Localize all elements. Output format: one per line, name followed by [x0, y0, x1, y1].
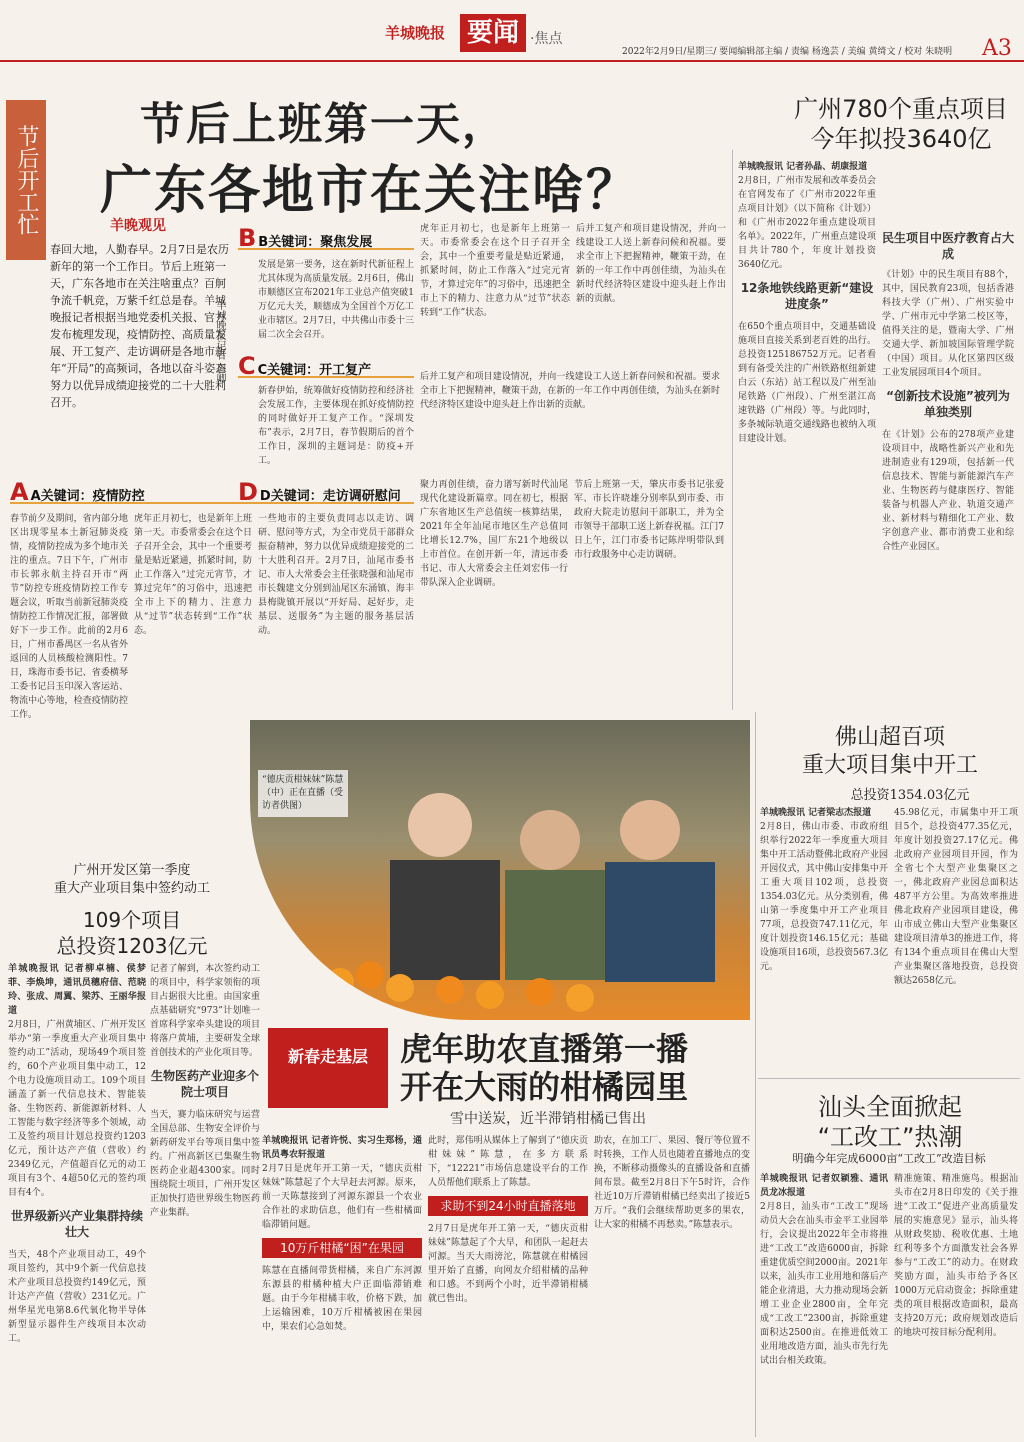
- gz-title: 广州780个重点项目 今年拟投3640亿: [794, 95, 1008, 153]
- news-redbar-2: 求助不到24小时直播落地: [428, 1196, 588, 1216]
- gzkf-text3: 记者了解到，本次签约动工的项目中，科学家领衔的项目占据很大比重。由国家重点基础研究“973”计划唯一首席科学家牵头建设的项目将落户黄埔，主要研发全球首创技术的产业化项目等。: [150, 964, 260, 1058]
- text-c-2: 后并工复产和项目建设情况，并向一线建设工人送上新春问候和祝福。要求全市上下把握精神，鞭策干劲，在新的一年工作中再创佳绩，为汕头在新时代经济特区建设中迎头赶上作出新的贡献。: [420, 372, 720, 410]
- fs-col-2: 45.98亿元，市属集中开工项目5个，总投资477.35亿元，年度计划投资27.17亿元。佛北政府产业园项目开园，作为全省七个大型产业集聚区之一，佛北政府产业园总面积达487平方公里。为高效率推进佛北政府产业园项目建设，佛山市成立佛山大型产业集聚区建设项目清单3的推进工作，将有134个重点项目在佛山大型产业集聚区落地投资，总投资额达2658亿元。: [894, 808, 1018, 986]
- gz-text: 2月8日，广州市发展和改革委员会在官网发布了《广州市2022年重点项目计划》（以下简称《计划》）和《广州市2022年重点建设项目名单》。2022年，广州重点建设项目共计780个，年度计划投资3640亿元。: [738, 176, 876, 270]
- news-col-2: [428, 1134, 588, 1434]
- news-kicker: 新春走基层: [268, 1028, 388, 1108]
- news-photo: [250, 720, 750, 1020]
- gz-col-2: [882, 160, 1014, 705]
- gzkf-text4: 当天，赛力临床研究与运营全国总部、生物安全评价与新药研发平台等项目集中签约。广州高新区已集聚生物医药企业超4300家。同时围绕院士项目，广州开发区正加快打造世界级生物医药产业集群。: [150, 1110, 260, 1218]
- st-col-1: [760, 1172, 888, 1434]
- text-r: 节后上班第一天，肇庆市委书记张爱军、市长许晓雄分别率队到市委、市政府大院走访慰问干部职工，并为全市领导干部职工送上新春祝福。江门7日上午，江门市委书记陈岸明带队到市行政服务中心走访调研。: [574, 480, 724, 560]
- keyword-c: CC关键词：开工复产: [238, 352, 414, 378]
- gz-sub2: 民生项目中医疗教育占大成: [882, 231, 1014, 261]
- news-col-3: 助农，在加工厂、果园、餐厅等位置不时转换，工作人员也随着直播地点的变换，不断移动摄像头的直播设备和直播间布景。截至2月8日下午5时许，合作社近10万斤滞销柑橘已经卖出了接近5万斤。“我们会继续帮助更多的果农，让大家的柑橘不再愁卖。”陈慧表示。: [594, 1136, 750, 1230]
- keyword-a: AA关键词：疫情防控: [10, 478, 255, 504]
- news-sub: 雪中送炭，近半滞销柑橘已售出: [450, 1111, 646, 1127]
- lead-box: [50, 215, 235, 465]
- news-col-1: [262, 1134, 422, 1434]
- gzkf-title: 广州开发区第一季度 重大产业项目集中签约动工: [53, 863, 210, 896]
- gzkf-text2: 当天，48个产业项目动工，49个项目签约，其中9个新一代信息技术产业项目总投资约149亿元，预计达产产值（营收）231亿元。广州华星光电第8.6代氧化物半导体新型显示器件生产线项目本次动工。: [8, 1250, 146, 1344]
- gz-sub3: “创新技术设施”被列为单独类别: [886, 389, 1010, 419]
- news-text4: 2月7日是虎年开工第一天，“德庆贡柑妹妹”陈慧起了个大早，和团队一起赶去河源。当天大雨滂沱，陈慧就在柑橘园里开始了直播，向网友介绍柑橘的品种和口感。不到两个小时，近半滞销柑橘就已售出。: [428, 1224, 588, 1304]
- news-byline: 羊城晚报讯 记者许悦、实习生郑杨，通讯员粤农轩报道: [262, 1136, 422, 1160]
- divider: [732, 150, 733, 710]
- st-col-2: 精准施策、精准施鸟。根据汕头市在2月8日印发的《关于推进“工改工”促进产业高质量发展的实施意见》显示，汕头将从财政奖励、税收优惠、土地红利等多个方面激发社会各界参与“工改工”的动力。在财政奖励方面，汕头市给予各区1000万元启动资金；拆除重建类的项目根据改造面积，最高支持20万元；政府规划改造后的地块可按目标分配利用。: [894, 1174, 1018, 1338]
- section-label: 要闻: [460, 14, 526, 52]
- headline-line1: 节后上班第一天，: [140, 99, 508, 150]
- gzkf-text: 2月8日，广州黄埔区、广州开发区举办“第一季度重大产业项目集中签约动工”活动，现场49个项目签约，60个产业项目集中动工，12个电力设施项目动工。109个项目涵盖了新一代信息技术、智能装备、生物医药、新能源新材料、人工智能与数字经济等多个领域，动工及签约项目计划总投资约1203亿元，预计达产产值（营收）约2349亿元，产值超百亿元的动工项目有3个、4超50亿元的签约项目有4个。: [8, 1020, 146, 1198]
- gzkf-inv: 总投资1203亿元: [56, 934, 208, 958]
- text-d-2: 聚力再创佳绩，奋力谱写新时代汕尾现代化建设新篇章。同在初七，根据广东省地区生产总值统一核算结果，2021年全年汕尾市地区生产总值同比增长12.7%，国厂东21个地级以上市首位。在创开新一年，清远市委书记、市人大常委会主任刘宏伟一行带队深入企业调研。: [420, 480, 568, 588]
- fs-title: 佛山超百项 重大项目集中开工: [801, 725, 978, 778]
- gzkf-sub1: 世界级新兴产业集群持续壮大: [10, 1209, 143, 1239]
- gzkf-byline: 羊城晚报讯 记者柳卓楠、侯梦菲、李焕坤，通讯员穗府信、范晓玲、张成、周翼、梁苏、王丽华报道: [8, 964, 146, 1016]
- fs-text: 2月8日，佛山市委、市政府组织举行2022年一季度重大项目集中开工活动暨佛北政府产业园开园仪式，其中佛山安排集中开工重大项目102项，总投资1354.03亿元。从分类别看，佛山第一季度集中开工产业项目77项，总投资747.11亿元，年度计划投资146.15亿元；基础设施项目16项，总投资567.3亿元。: [760, 822, 888, 972]
- photo-scene: [250, 720, 750, 1020]
- headline-line2: 广东各地市在关注啥？: [100, 161, 641, 221]
- st-sub: 明确今年完成6000亩“工改工”改造目标: [792, 1152, 986, 1165]
- gz-col-1: [738, 160, 876, 690]
- newspaper-logo: 羊城晚报: [385, 24, 446, 42]
- divider: [755, 712, 756, 1437]
- news-text: 2月7日是虎年开工第一天，“德庆贡柑妹妹”陈慧起了个大早赶去河源。原来，前一天陈慧接到了河源东源县一个农业合作社的求助信息，他们有一些柑橘面临滞销问题。: [262, 1164, 422, 1230]
- text-a-2: 虎年正月初七，也是新年上班第一天。市委常委会在这个日子召开全会，其中一个重要考量是贴近紧通，抓紧时间，防止工作落入“过完元宵节，才算过完年”的习俗中，迅速把全市上下的精力、注意力从“过节”状态转到“工作”状态。: [134, 514, 252, 636]
- lead-byline: 羊城晚报记者 周卿: [214, 300, 225, 384]
- keyword-d: DD关键词：走访调研慰问: [238, 478, 414, 504]
- divider: [758, 1078, 1020, 1079]
- news-title: 虎年助农直播第一播 开在大雨的柑橘园里: [400, 1030, 689, 1106]
- keyword-b: BB关键词：聚焦发展: [238, 224, 414, 250]
- st-title: 汕头全面掀起 “工改工”热潮: [817, 1093, 963, 1151]
- news-redbar-1: 10万斤柑橘“困”在果园: [262, 1238, 422, 1258]
- st-byline: 羊城晚报讯 记者奴颖雅、通讯员龙冰报道: [760, 1174, 888, 1198]
- lead-text: 春回大地，人勤春早。2月7日是农历新年的第一个工作日。节后上班第一天，广东各地市在关注啥重点？百舸争流千帆竞，万紫千红总是春。羊城晚报记者根据当地党委机关报、官方发布梳理发现，疫情防控、高质量发展、开工复产、走访调研是各地市新年“开局”的高频词，各地以奋斗姿态努力以优异成绩迎接党的二十大胜利召开。: [50, 243, 229, 409]
- fs-byline: 羊城晚报讯 记者梁志杰报道: [760, 808, 872, 818]
- fs-sub: 总投资1354.03亿元: [850, 788, 970, 803]
- gzkf-sub2: 生物医药产业迎多个院士项目: [150, 1069, 259, 1099]
- gzkf-col-1: [8, 962, 146, 1434]
- gzkf-col-2: [150, 962, 260, 1434]
- news-text2: 陈慧在直播间带货柑橘，来自广东河源东源县的柑橘种植大户正面临滞销难题。由于今年柑橘丰收，价格下跌，加上运输困难，10万斤柑橘被困在果园中，果农们心急如焚。: [262, 1266, 422, 1332]
- gz-text3: 《计划》中的民生项目有88个，其中，国民教育23项，包括香港科技大学（广州）、广州实验中学、广州市元中学第二校区等，值得关注的是，暨南大学、广州交通大学、新加坡国际管理学院（中国）项目。从化区第四区级工业发展园项目4个项目。: [882, 270, 1014, 378]
- gz-byline: 羊城晚报讯 记者孙晶、胡康报道: [738, 162, 868, 172]
- text-mid-2: 后并工复产和项目建设情况，并向一线建设工人送上新春问候和祝福。要求全市上下把握精神，鞭策干劲，在新的一年工作中再创佳绩，为汕头在新时代经济特区建设中迎头赶上作出新的贡献。: [576, 224, 726, 304]
- gz-text2: 在650个重点项目中，交通基础设施项目直接关系到老百姓的出行。总投资125186752万元。记者看到有备受关注的广州铁路枢纽新建白云（东站）站工程以及广州至汕尾铁路（广州段）、广州至湛江高速铁路（广州段）等。与此同时，多条城际轨道交通线路也被纳入项目建设计划。: [738, 322, 876, 444]
- text-d: 一些地市的主要负责同志以走访、调研、慰问等方式，为全市党员干部群众振奋精神，努力以优异成绩迎接党的二十大胜利召开。2月7日，汕尾市委书记、市人大常委会主任张晓强和汕尾市市长魏建文分别到汕尾区东涌镇、海丰县梅陇镇开展以“开好局、起好步，走基层、送服务”为主题的服务基层活动。: [258, 514, 414, 636]
- page-meta: 2022年2月9日/星期三/ 要闻编辑部主编 / 责编 杨逸芸 / 美编 黄绮文 / 校对 朱晓明: [622, 47, 953, 57]
- text-a: 春节前夕及期间，省内部分地区出现零星本土新冠肺炎疫情，疫情防控成为多个地市关注的重点。7日下午，广州市市长郭永航主持召开市“两节”防控专班疫情防控工作专题会议，听取当前新冠肺炎疫情防控工作情况汇报，部署做好下一步工作。此前的2月6日，广州市番禺区一名从省外返回的人员核酸检测阳性。7日，珠海市委书记、省委横琴工委书记吕玉印深入客运站、物流中心等地，检查疫情防控工作。: [10, 514, 128, 720]
- gzkf-num: 109个项目: [82, 908, 182, 932]
- text-b: 发展是第一要务，这在新时代新征程上尤其体现为高质量发展。2月6日，佛山市顺德区宣布2021年工业总产值突破1万亿元大关，顺德成为全国首个万亿工业市辖区。2月7日，中共佛山市委十三届二次全会召开。: [258, 260, 414, 340]
- side-tag: 节后开工忙: [6, 100, 46, 260]
- page-number: A3: [982, 36, 1012, 61]
- gz-text4: 在《计划》公布的278项产业建设项目中，战略性新兴产业和先进制造业有129项，包括新一代信息技术、智能与新能源汽车产业、生物医药与健康医疗、智能装备与机器人产业、轨道交通产业、新材料与精细化工产业、数字创意产业、都市消费工业和综合性产业园区。: [882, 430, 1014, 552]
- news-text3: 此时，郑伟明从媒体上了解到了“德庆贡柑妹妹”陈慧，在多方联系下，“12221”市场信息建设平台的工作人员帮他们联系上了陈慧。: [428, 1136, 588, 1188]
- st-text: 2月8日，汕头市“工改工”现场动员大会在汕头市金平工业园举行，会议提出2022年全市将推进“工改工”改造6000亩，拆除重建优质空间2000亩。2021年以来，汕头市工业用地和落后产能企业清退，大力推动现场会新增工业企业2800亩，全年完成“工改工”2300亩，拆除重建面积达2500亩。在推进低效工业用地改造方面，汕头市先行先试出台相关政策。: [760, 1202, 888, 1366]
- lead-label: 羊晚观见: [110, 218, 166, 234]
- text-mid: 虎年正月初七，也是新年上班第一天。市委常委会在这个日子召开全会，其中一个重要考量是贴近紧通，抓紧时间，防止工作落入“过完元宵节，才算过完年”的习俗中，迅速把全市上下的精力、注意力从“过节”状态转到“工作”状态。: [420, 224, 570, 318]
- gz-sub1: 12条地铁线路更新“建设进度条”: [740, 281, 874, 311]
- text-c: 新春伊始，统筹做好疫情防控和经济社会发展工作，主要体现在抓好疫情防控的同时做好开工复产工作。“深圳发布”表示，2月7日，春节假期后的首个工作日，深圳的主题词是：防疫+开工。: [258, 386, 414, 466]
- photo-caption: “德庆贡柑妹妹”陈慧（中）正在直播（受访者供图）: [258, 770, 348, 817]
- subsection-label: ·焦点: [530, 31, 563, 47]
